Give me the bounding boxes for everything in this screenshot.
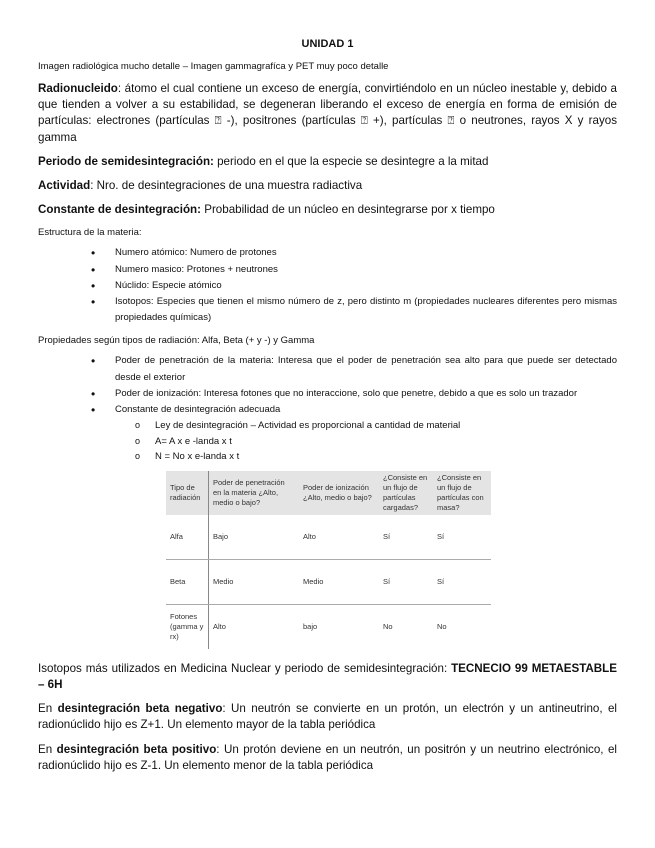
- beta-positivo-paragraph: [38, 742, 617, 774]
- definition: periodo en el que la especie se desintegre a la mitad: [213, 154, 489, 168]
- cell: Sí: [433, 515, 491, 560]
- table-row: [166, 515, 491, 560]
- header-cell: Tipo de radiación: [166, 471, 209, 515]
- header-cell: Poder de penetración en la materia ¿Alto, medio o bajo?: [209, 471, 300, 515]
- estructura-list: [115, 245, 617, 326]
- propiedades-heading: Propiedades según tipos de radiación: Alfa, Beta (+ y -) y Gamma: [38, 335, 315, 347]
- list-item: • Poder de ionización: Interesa fotones que no interaccione, solo que penetre, debido a que es solo un trazador: [115, 386, 617, 402]
- definition: : átomo el cual contiene un exceso de energía, convirtiéndolo en un núcleo inestable y, debido a que tienden a volver a su estabilidad, se degeneran liberando el exceso de energía en forma de emisión de partículas: electrones (partículas ⍰ -), positrones (partículas ⍰ +), partículas ⍰ o neutrones, rayos X y rayos gamma: [38, 82, 617, 144]
- radiation-table: [166, 471, 491, 649]
- term: Radionucleido: [38, 82, 118, 95]
- cell: Sí: [433, 559, 491, 604]
- highlight: TECNECIO 99 METAESTABLE – 6H: [38, 661, 617, 691]
- list-item: • Constante de desintegración adecuada: [115, 402, 617, 418]
- list-item: • Núclido: Especie atómico: [115, 278, 617, 294]
- text: En: [38, 702, 58, 716]
- page-title: UNIDAD 1: [301, 38, 354, 50]
- cell: Alto: [213, 621, 226, 631]
- term: Periodo de semidesintegración:: [38, 154, 214, 168]
- radionucleido-paragraph: [38, 81, 617, 146]
- sub-item: o Ley de desintegración – Actividad es proporcional a cantidad de material: [155, 418, 617, 434]
- cell: Alfa: [166, 515, 209, 560]
- periodo-paragraph: [38, 154, 617, 170]
- cell: Medio: [209, 559, 300, 604]
- term: desintegración beta negativo: [57, 702, 223, 716]
- text: En: [38, 742, 57, 756]
- term: Actividad: [38, 179, 91, 193]
- cell: Fotones (gamma y rx): [166, 604, 209, 649]
- table-row: [166, 604, 491, 649]
- cell: No: [437, 621, 447, 631]
- sub-item: o N = No x e-landa x t: [155, 449, 617, 465]
- table-header-row: [166, 471, 491, 515]
- isotopos-paragraph: [38, 661, 617, 693]
- sub-item: o A= A x e -landa x t: [155, 434, 617, 450]
- propiedades-sublist: [155, 418, 617, 465]
- list-item: • Isotopos: Especies que tienen el mismo número de z, pero distinto m (propiedades nucleares diferentes pero mismas propiedades químicas): [115, 294, 617, 326]
- list-item: • Poder de penetración de la materia: Interesa que el poder de penetración sea alto para que puede ser detectado desde el exterior: [115, 353, 617, 385]
- beta-negativo-paragraph: [38, 701, 617, 733]
- cell: Sí: [379, 515, 433, 560]
- term: Constante de desintegración:: [38, 203, 201, 217]
- header-cell: ¿Consiste en un flujo de partículas cargadas?: [379, 471, 433, 515]
- list-item: • Numero masico: Protones + neutrones: [115, 262, 617, 278]
- list-item: • Numero atómico: Numero de protones: [115, 245, 617, 261]
- constante-paragraph: [38, 202, 617, 218]
- definition: : Un neutrón se convierte en un protón, un electrón y un antineutrino, el radionúclido hijo es Z+1. Un elemento mayor de la tabla periódica: [38, 702, 618, 732]
- estructura-heading: Estructura de la materia:: [38, 227, 142, 239]
- propiedades-list: [115, 353, 617, 418]
- intro-line: Imagen radiológica mucho detalle – Imagen gammagrafíca y PET muy poco detalle: [38, 61, 389, 72]
- header-cell: ¿Consiste en un flujo de partículas con masa?: [433, 471, 491, 515]
- definition: : Nro. de desintegraciones de una muestra radiactiva: [90, 179, 363, 193]
- table-row: [166, 559, 491, 604]
- cell: Alto: [299, 515, 379, 560]
- term: desintegración beta positivo: [56, 742, 217, 756]
- definition: Probabilidad de un núcleo en desintegrarse por x tiempo: [200, 203, 495, 217]
- cell: Medio: [299, 559, 379, 604]
- cell: No: [383, 621, 393, 631]
- cell: Sí: [379, 559, 433, 604]
- definition: : Un protón deviene en un neutrón, un positrón y un neutrino electrónico, el radionúclido hijo es Z-1. Un elemento menor de la tabla periódica: [38, 742, 617, 772]
- cell: Bajo: [209, 515, 300, 560]
- text: Isotopos más utilizados en Medicina Nuclear y periodo de semidesintegración:: [38, 661, 452, 675]
- cell: bajo: [303, 621, 318, 631]
- actividad-paragraph: [38, 178, 617, 194]
- cell: Beta: [166, 559, 209, 604]
- header-cell: Poder de ionización ¿Alto, medio o bajo?: [299, 471, 379, 515]
